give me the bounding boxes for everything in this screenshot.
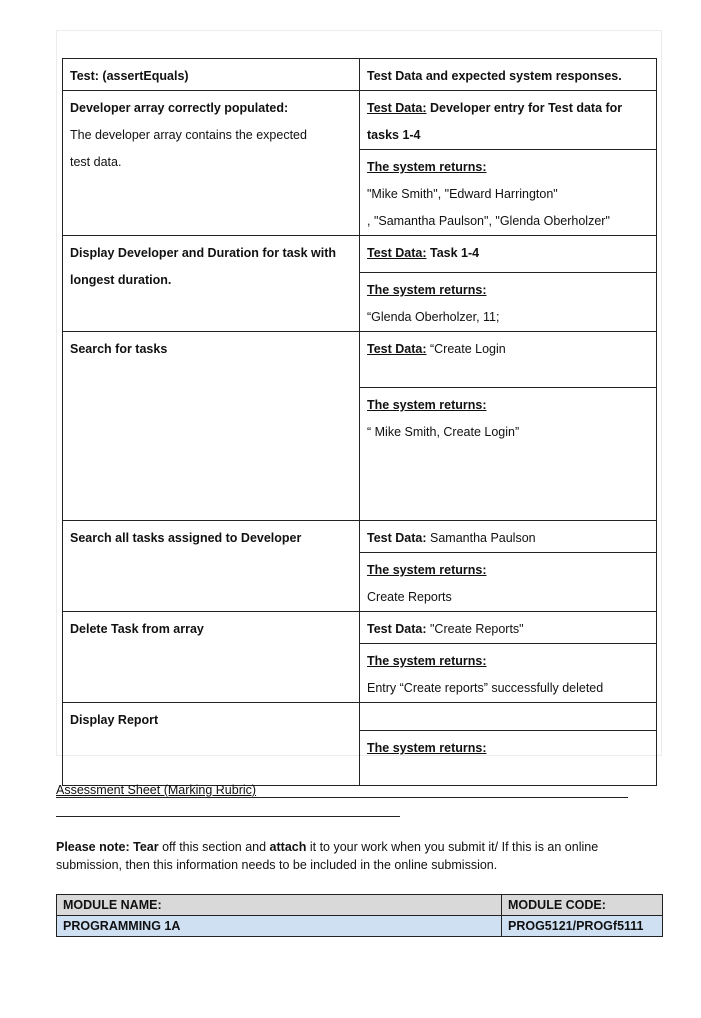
note-bold: Please note: Tear [56, 840, 159, 854]
returns-label: The system returns: [367, 160, 487, 174]
header-test-data: Test Data and expected system responses. [360, 59, 657, 91]
table-row [63, 236, 657, 273]
divider [56, 816, 400, 817]
divider [56, 797, 628, 798]
returns-line: “ Mike Smith, Create Login” [367, 425, 520, 439]
row-title: Delete Task from array [63, 612, 360, 703]
returns-line: “Glenda Oberholzer, 11; [367, 310, 500, 324]
test-data-value: Task 1-4 [426, 246, 480, 260]
row-test-description [63, 236, 360, 332]
module-name-value: PROGRAMMING 1A [57, 916, 502, 937]
returns-line: , "Samantha Paulson", "Glenda Oberholzer" [367, 214, 610, 228]
test-data-cell [360, 612, 657, 644]
returns-cell [360, 273, 657, 332]
test-data-cell [360, 332, 657, 388]
row-desc-line: The developer array contains the expected [70, 128, 307, 142]
note-text: off this section and [158, 840, 270, 854]
returns-line: "Mike Smith", "Edward Harrington" [367, 187, 558, 201]
returns-line: Entry “Create reports” successfully deleted [367, 681, 604, 695]
table-row [63, 521, 657, 553]
test-data-label: Test Data: [367, 622, 427, 636]
table-row [63, 332, 657, 388]
module-code-value: PROG5121/PROGf5111 [502, 916, 663, 937]
test-data-cell [360, 236, 657, 273]
returns-label: The system returns: [367, 563, 487, 577]
row-test-description [63, 91, 360, 236]
row-title: Display Report [63, 703, 360, 786]
module-table [56, 894, 663, 937]
test-data-value: "Create Reports" [426, 622, 524, 636]
test-table [62, 58, 657, 786]
header-test: Test: (assertEquals) [63, 59, 360, 91]
returns-cell [360, 731, 657, 786]
module-name-label: MODULE NAME: [57, 895, 502, 916]
test-data-value-cont: tasks 1-4 [367, 128, 421, 142]
test-data-value: “Create Login [426, 342, 506, 356]
table-header-row [63, 59, 657, 91]
row-title: Search all tasks assigned to Developer [63, 521, 360, 612]
module-code-label: MODULE CODE: [502, 895, 663, 916]
test-data-cell [360, 703, 657, 731]
table-row [63, 612, 657, 644]
row-title: Search for tasks [63, 332, 360, 521]
test-data-value: Developer entry for Test data for [426, 101, 623, 115]
returns-label: The system returns: [367, 283, 487, 297]
returns-label: The system returns: [367, 654, 487, 668]
test-data-label: Test Data: [367, 246, 427, 260]
returns-label: The system returns: [367, 398, 487, 412]
table-row [63, 91, 657, 150]
returns-cell [360, 388, 657, 521]
test-data-label: Test Data: [367, 101, 427, 115]
submission-note [56, 838, 656, 874]
test-data-value: Samantha Paulson [426, 531, 536, 545]
table-row [63, 703, 657, 731]
returns-cell [360, 644, 657, 703]
rubric-title: Assessment Sheet (Marking Rubric) [56, 783, 257, 797]
test-data-label: Test Data: [367, 342, 427, 356]
row-title: longest duration. [70, 273, 172, 287]
returns-cell [360, 150, 657, 236]
returns-cell [360, 553, 657, 612]
module-value-row [57, 916, 663, 937]
row-title: Developer array correctly populated: [70, 101, 289, 115]
returns-line: Create Reports [367, 590, 452, 604]
note-bold: attach [269, 840, 307, 854]
module-header-row [57, 895, 663, 916]
test-data-label: Test Data: [367, 531, 427, 545]
note-text: it to your work when you submit it/ If this is an online submission, then this information needs to be included in the online submission. [56, 840, 599, 872]
row-title: Display Developer and Duration for task with [70, 246, 337, 260]
test-data-cell [360, 91, 657, 150]
returns-label: The system returns: [367, 741, 487, 755]
test-data-cell [360, 521, 657, 553]
row-desc-line: test data. [70, 155, 122, 169]
